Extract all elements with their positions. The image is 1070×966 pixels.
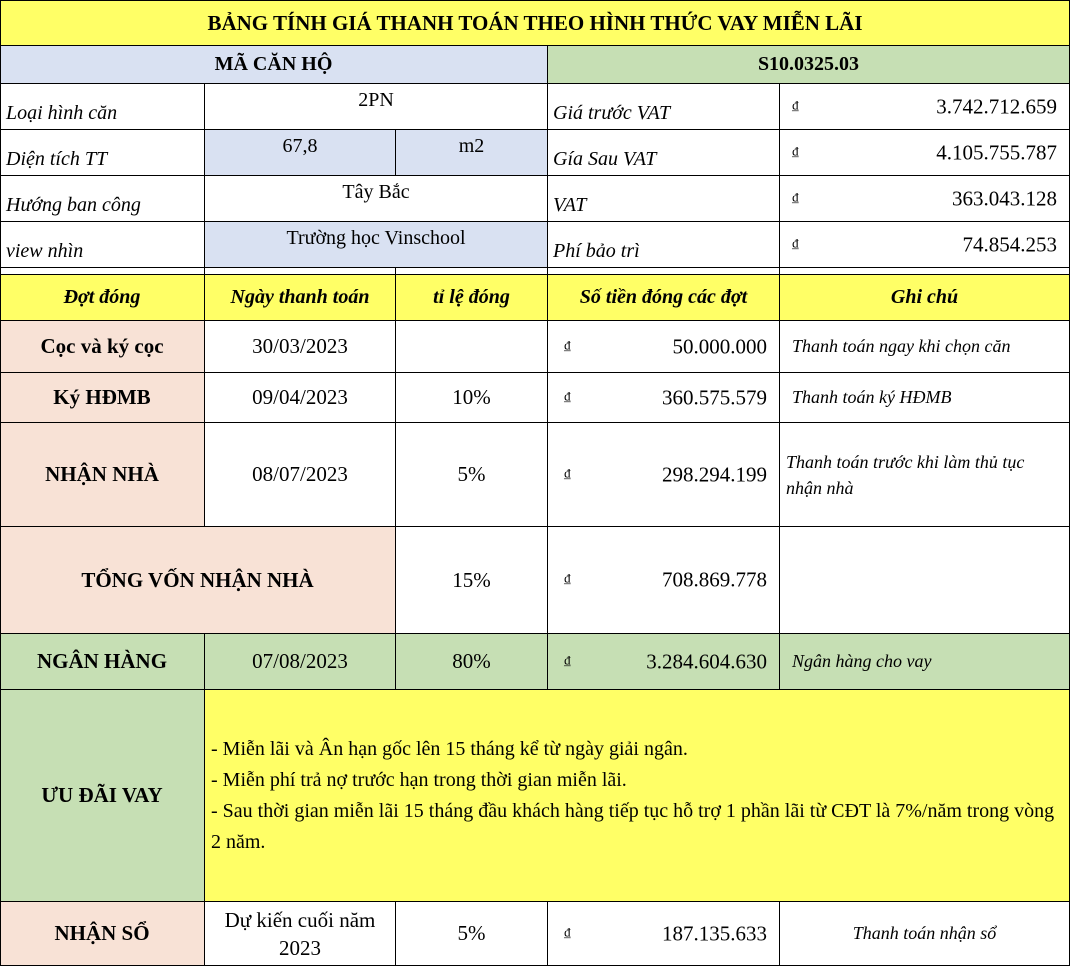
contract-rate: [396, 373, 548, 423]
bank-amount-text: 3.284.604.630: [646, 649, 767, 673]
contract-amount-text: 360.575.579: [662, 385, 767, 409]
promo-name-text: ƯU ĐÃI VAY: [41, 783, 163, 807]
deposit-name-text: Cọc và ký cọc: [40, 334, 164, 358]
header-date: [205, 275, 396, 321]
currency-symbol: ₫: [792, 188, 799, 204]
area-value: [205, 130, 396, 176]
view-value-text: Trường học Vinschool: [286, 227, 466, 249]
area-unit-text: m2: [458, 135, 485, 157]
header-installment-text: Đợt đóng: [63, 286, 141, 308]
spacer-cell: [0, 268, 205, 275]
promo-name: [0, 690, 205, 902]
header-rate-text: tỉ lệ đóng: [433, 286, 510, 308]
promo-details: [205, 690, 1070, 902]
certificate-note-text: Thanh toán nhận sổ: [852, 923, 997, 943]
bank-amount: [548, 634, 780, 690]
area-value-text: 67,8: [282, 135, 318, 157]
direction-label: [0, 176, 205, 222]
spacer-cell: [780, 268, 1070, 275]
certificate-rate-text: 5%: [457, 921, 486, 945]
deposit-amount-text: 50.000.000: [672, 334, 767, 358]
handover-note: [780, 423, 1070, 527]
deposit-note-text: Thanh toán ngay khi chọn căn: [792, 336, 1011, 356]
maintenance-value: [780, 222, 1070, 268]
deposit-amount: [548, 321, 780, 373]
bank-rate: [396, 634, 548, 690]
view-label-text: view nhìn: [6, 240, 84, 262]
promo-line: - Miễn phí trả nợ trước hạn trong thời gian miễn lãi.: [211, 769, 627, 791]
currency-symbol: ₫: [792, 96, 799, 112]
deposit-rate: [396, 321, 548, 373]
total-note: [780, 527, 1070, 634]
certificate-name-text: NHẬN SỔ: [54, 921, 150, 945]
certificate-date-text: Dự kiến cuối năm 2023: [224, 907, 376, 960]
contract-date: [205, 373, 396, 423]
header-note-text: Ghi chú: [890, 286, 959, 308]
contract-rate-text: 10%: [452, 385, 491, 409]
vat-value: [780, 176, 1070, 222]
total-amount: [548, 527, 780, 634]
currency-symbol: ₫: [564, 651, 571, 667]
apartment-code-label-text: MÃ CĂN HỘ: [214, 53, 333, 75]
type-label-text: Loại hình căn: [6, 102, 118, 124]
contract-note: [780, 373, 1070, 423]
deposit-note: [780, 321, 1070, 373]
spacer-cell: [396, 268, 548, 275]
handover-note-text: Thanh toán trước khi làm thủ tục nhận nhà: [786, 452, 1025, 498]
area-unit: [396, 130, 548, 176]
total-name: [0, 527, 396, 634]
header-installment: [0, 275, 205, 321]
handover-amount-text: 298.294.199: [662, 462, 767, 486]
direction-label-text: Hướng ban công: [6, 194, 141, 216]
bank-name: [0, 634, 205, 690]
header-amount-text: Số tiền đóng các đợt: [579, 286, 748, 308]
bank-date: [205, 634, 396, 690]
promo-line: - Miễn lãi và Ân hạn gốc lên 15 tháng kể từ ngày giải ngân.: [211, 738, 688, 760]
pre-vat-label-text: Giá trước VAT: [553, 102, 671, 124]
promo-line: - Sau thời gian miễn lãi 15 tháng đầu khách hàng tiếp tục hỗ trợ 1 phần lãi từ CĐT là 7%/năm trong vòng 2 năm.: [211, 800, 1055, 853]
vat-amount: 363.043.128: [952, 186, 1057, 210]
currency-symbol: ₫: [792, 142, 799, 158]
certificate-note: [780, 902, 1070, 966]
pre-vat-label: [548, 84, 780, 130]
deposit-date-text: 30/03/2023: [252, 334, 348, 358]
currency-symbol: ₫: [792, 234, 799, 250]
title-text: BẢNG TÍNH GIÁ THANH TOÁN THEO HÌNH THỨC VAY MIỄN LÃI: [207, 10, 863, 35]
apartment-code-label: [0, 46, 548, 84]
contract-amount: [548, 373, 780, 423]
handover-name: [0, 423, 205, 527]
type-value: [205, 84, 548, 130]
deposit-date: [205, 321, 396, 373]
contract-note-text: Thanh toán ký HĐMB: [792, 387, 952, 407]
table-title: [0, 0, 1070, 46]
currency-symbol: ₫: [564, 570, 571, 586]
post-vat-amount: 4.105.755.787: [936, 140, 1057, 164]
certificate-rate: [396, 902, 548, 966]
pre-vat-value: [780, 84, 1070, 130]
spacer-cell: [548, 268, 780, 275]
vat-label-text: VAT: [553, 194, 587, 216]
total-name-text: TỔNG VỐN NHẬN NHÀ: [81, 567, 314, 592]
bank-name-text: NGÂN HÀNG: [36, 649, 168, 673]
contract-name-text: Ký HĐMB: [53, 385, 151, 409]
bank-note-text: Ngân hàng cho vay: [792, 651, 932, 671]
post-vat-value: [780, 130, 1070, 176]
currency-symbol: ₫: [564, 336, 571, 352]
header-date-text: Ngày thanh toán: [230, 286, 370, 308]
maintenance-amount: 74.854.253: [962, 232, 1057, 256]
view-label: [0, 222, 205, 268]
pre-vat-amount: 3.742.712.659: [936, 94, 1057, 118]
sheet-left-border: [0, 0, 1, 966]
header-note: [780, 275, 1070, 321]
header-rate: [396, 275, 548, 321]
contract-date-text: 09/04/2023: [252, 385, 348, 409]
handover-amount: [548, 423, 780, 527]
bank-date-text: 07/08/2023: [252, 649, 348, 673]
vat-label: [548, 176, 780, 222]
currency-symbol: ₫: [564, 923, 571, 939]
certificate-date: [205, 902, 396, 966]
total-rate-text: 15%: [452, 567, 491, 592]
currency-symbol: ₫: [564, 464, 571, 480]
area-label: [0, 130, 205, 176]
view-value: [205, 222, 548, 268]
handover-date: [205, 423, 396, 527]
deposit-name: [0, 321, 205, 373]
handover-date-text: 08/07/2023: [252, 462, 348, 486]
handover-rate: [396, 423, 548, 527]
handover-rate-text: 5%: [457, 462, 486, 486]
maintenance-label: [548, 222, 780, 268]
total-rate: [396, 527, 548, 634]
bank-note: [780, 634, 1070, 690]
bank-rate-text: 80%: [452, 649, 491, 673]
certificate-name: [0, 902, 205, 966]
post-vat-label: [548, 130, 780, 176]
direction-value: [205, 176, 548, 222]
contract-name: [0, 373, 205, 423]
maintenance-label-text: Phí bảo trì: [553, 240, 640, 262]
currency-symbol: ₫: [564, 387, 571, 403]
total-amount-text: 708.869.778: [662, 567, 767, 592]
area-label-text: Diện tích TT: [6, 148, 108, 170]
apartment-code-value: [548, 46, 1070, 84]
spacer-cell: [205, 268, 396, 275]
type-value-text: 2PN: [358, 89, 394, 111]
header-amount: [548, 275, 780, 321]
type-label: [0, 84, 205, 130]
apartment-code-text: S10.0325.03: [757, 53, 860, 75]
handover-name-text: NHẬN NHÀ: [45, 462, 159, 486]
post-vat-label-text: Gía Sau VAT: [553, 148, 657, 170]
certificate-amount-text: 187.135.633: [662, 921, 767, 945]
direction-value-text: Tây Bắc: [342, 181, 410, 203]
certificate-amount: [548, 902, 780, 966]
